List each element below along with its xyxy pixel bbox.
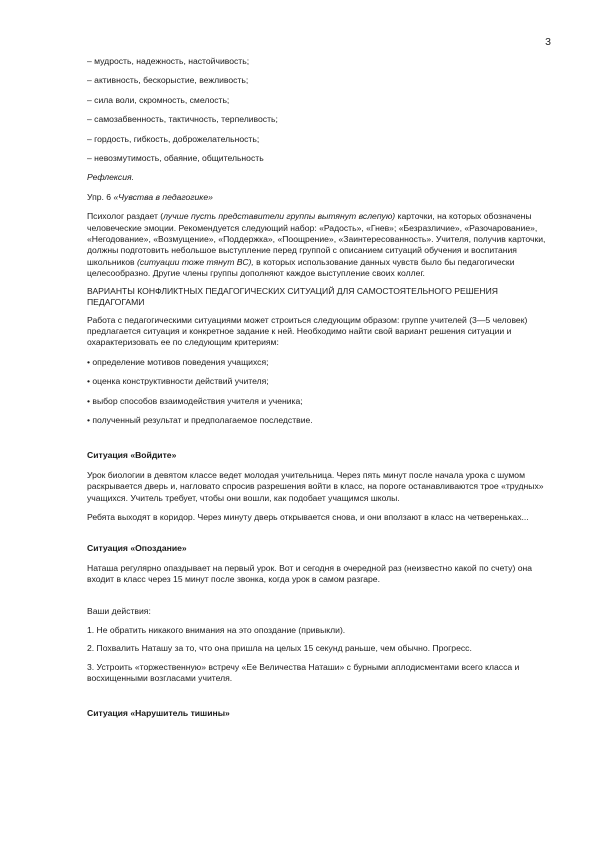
exercise-text-start: Психолог раздает (: [87, 211, 164, 222]
quality-item: – невозмутимость, обаяние, общительность: [87, 153, 264, 164]
actions-label: Ваши действия:: [87, 605, 151, 616]
exercise-text-italic: лучше пусть представители группы вытянут вслепую): [163, 211, 396, 222]
criteria-item: • оценка конструктивности действий учителя;: [87, 376, 269, 387]
exercise-heading: [87, 192, 549, 203]
section-heading: ВАРИАНТЫ КОНФЛИКТНЫХ ПЕДАГОГИЧЕСКИХ СИТУАЦИЙ ДЛЯ САМОСТОЯТЕЛЬНОГО РЕШЕНИЯ ПЕДАГОГАМИ: [87, 285, 498, 308]
exercise-paragraph: [87, 211, 549, 279]
exercise-text-end: в которых использование данных чувств было бы педагогически целесообразно. Другие члены группы дополняют каждое выступление своих коллег.: [87, 256, 515, 279]
quality-item: – гордость, гибкость, доброжелательность;: [87, 133, 260, 144]
quality-item: – активность, бескорыстие, вежливость;: [87, 75, 249, 86]
criteria-item: • определение мотивов поведения учащихся;: [87, 356, 269, 367]
action-item: 1. Не обратить никакого внимания на это опоздание (привыкли).: [87, 625, 346, 635]
action-item: 2. Похвалить Наташу за то, что она пришла на целых 15 секунд раньше, чем обычно. Прогресс.: [87, 643, 472, 654]
spacer: [87, 692, 549, 708]
criteria-item: • полученный результат и предполагаемое последствие.: [87, 414, 313, 425]
page-content: [87, 56, 549, 719]
exercise-text-mid: карточки, на которых обозначены человеческие эмоции. Рекомендуется следующий набор: «Радость», «Гнев»; «Безразличие», «Разочарование», «Негодование», «Возмущение», «Поддержка», «Поощрение», «Заинтересованность». Учителя, получив карточки, должны подготовить небольшое выступление перед группой с описанием ситуаций обучения и воспитания школьников: [87, 211, 546, 267]
quality-item: – самозабвенность, тактичность, терпеливость;: [87, 114, 278, 125]
criteria-item: • выбор способов взаимодействия учителя и ученика;: [87, 395, 303, 406]
exercise-text-italic-2: (ситуации тоже тянут ВС),: [136, 256, 254, 267]
situation-paragraph: Ребята выходят в коридор. Через минуту дверь открывается снова, и они вползают в класс на четвереньках...: [87, 511, 529, 522]
quality-item: – мудрость, надежность, настойчивость;: [87, 56, 250, 66]
situation-title: Ситуация «Войдите»: [87, 450, 177, 461]
situation-title: Ситуация «Опоздание»: [87, 543, 187, 554]
reflection-label: Рефлексия.: [87, 172, 134, 183]
quality-item: – сила воли, скромность, смелость;: [87, 94, 230, 105]
spacer: [87, 434, 549, 450]
page-number: 3: [545, 36, 551, 48]
action-item: 3. Устроить «торжественную» встречу «Ее Величества Наташи» с бурными аплодисментами всего класса и восхищенными возгласами учителя.: [87, 661, 520, 684]
situation-paragraph: Урок биологии в девятом классе ведет молодая учительница. Через пять минут после начала урока с шумом раскрывается дверь и, нагловато спросив разрешения войти в класс, на пороге останавливаются трое «трудных» учащихся. Учитель требует, чтобы они вошли, как подобает учащимся школы.: [87, 469, 544, 503]
exercise-title: «Чувства в педагогике»: [113, 191, 213, 202]
spacer: [87, 594, 549, 606]
situation-paragraph: Наташа регулярно опаздывает на первый урок. Вот и сегодня в очередной раз (неизвестно какой по счету) она входит в класс через 15 минут после звонка, когда урок в самом разгаре.: [87, 562, 532, 585]
section-intro: Работа с педагогическими ситуациями может строиться следующим образом: группе учителей (3—5 человек) предлагается ситуация и конкретное задание к ней. Необходимо найти свой вариант решения ситуации и охарактеризовать ее по следующим критериям:: [87, 314, 528, 348]
spacer: [87, 531, 549, 543]
situation-title: Ситуация «Нарушитель тишины»: [87, 707, 230, 718]
exercise-prefix: Упр. 6: [87, 191, 114, 202]
